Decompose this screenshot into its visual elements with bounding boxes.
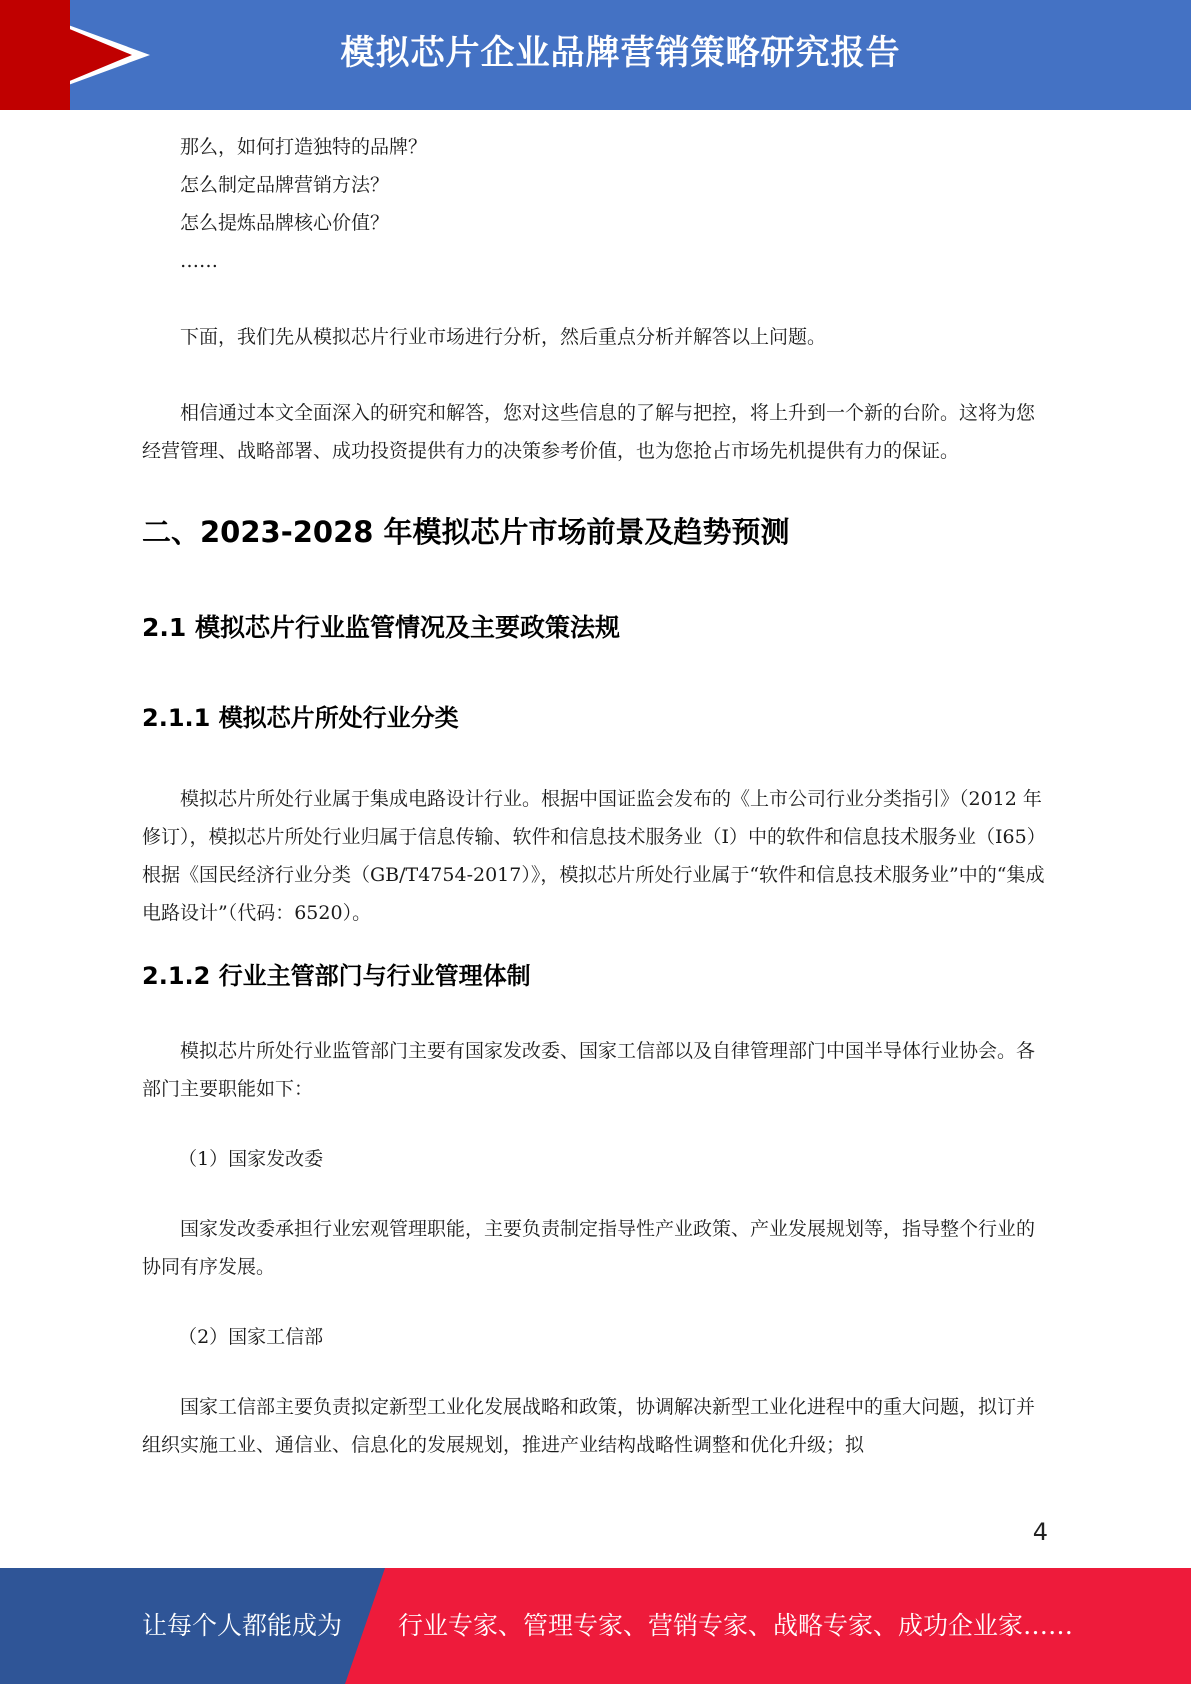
regulation-intro-paragraph: 模拟芯片所处行业监管部门主要有国家发改委、国家工信部以及自律管理部门中国半导体行业协会。各部门主要职能如下： (142, 1040, 1036, 1100)
ellipsis: …… (180, 250, 218, 272)
industry-classification-paragraph: 模拟芯片所处行业属于集成电路设计行业。根据中国证监会发布的《上市公司行业分类指引》（2012 年修订），模拟芯片所处行业归属于信息传输、软件和信息技术服务业（I）中的软件和信息技术服务业（I65）根据《国民经济行业分类（GB/T4754-2017）》，模拟芯片所处行业属于“软件和信息技术服务业”中的“集成电路设计”（代码：6520）。 (142, 788, 1046, 924)
item-2-label: （2）国家工信部 (178, 1326, 324, 1348)
footer-slogan-left: 让每个人都能成为 (142, 1611, 343, 1640)
intro-paragraph-1: 下面，我们先从模拟芯片行业市场进行分析，然后重点分析并解答以上问题。 (180, 326, 827, 348)
footer-slogan-right: 行业专家、管理专家、营销专家、战略专家、成功企业家…… (398, 1611, 1074, 1640)
item-2-paragraph: 国家工信部主要负责拟定新型工业化发展战略和政策，协调解决新型工业化进程中的重大问题，拟订并组织实施工业、通信业、信息化的发展规划，推进产业结构战略性调整和优化升级；拟 (142, 1396, 1036, 1456)
item-1-label: （1）国家发改委 (178, 1148, 324, 1170)
intro-paragraph-2: 相信通过本文全面深入的研究和解答，您对这些信息的了解与把控，将上升到一个新的台阶。这将为您经营管理、战略部署、成功投资提供有力的决策参考价值，也为您抢占市场先机提供有力的保证。 (142, 402, 1036, 462)
page-number: 4 (1032, 1518, 1048, 1546)
question-1: 那么，如何打造独特的品牌？ (180, 136, 428, 158)
footer-banner (0, 1568, 1191, 1684)
section-heading: 二、2023-2028 年模拟芯片市场前景及趋势预测 (142, 515, 790, 549)
report-title: 模拟芯片企业品牌营销策略研究报告 (340, 33, 901, 73)
header-banner (0, 0, 1191, 110)
question-2: 怎么制定品牌营销方法？ (180, 174, 390, 196)
subsection-heading-2-1: 2.1 模拟芯片行业监管情况及主要政策法规 (142, 613, 620, 642)
header-red-block (0, 0, 70, 110)
question-3: 怎么提炼品牌核心价值？ (180, 212, 390, 234)
page-content (142, 128, 1047, 1464)
subsection-heading-2-1-1: 2.1.1 模拟芯片所处行业分类 (142, 704, 459, 732)
subsection-heading-2-1-2: 2.1.2 行业主管部门与行业管理体制 (142, 962, 531, 990)
item-1-paragraph: 国家发改委承担行业宏观管理职能，主要负责制定指导性产业政策、产业发展规划等，指导整个行业的协同有序发展。 (142, 1218, 1036, 1278)
